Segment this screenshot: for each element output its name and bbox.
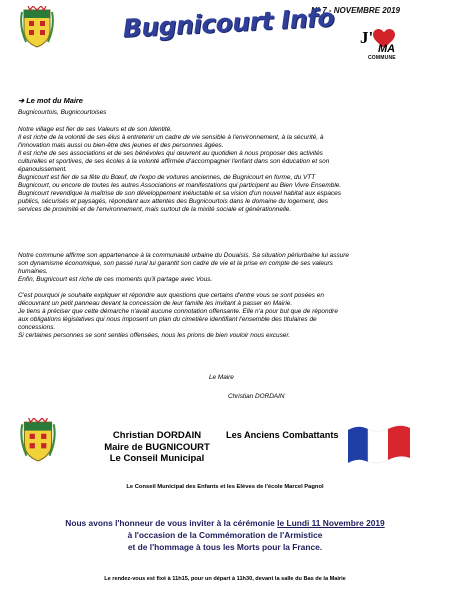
masthead-title: Bugnicourt Info	[122, 2, 335, 43]
love-commune-badge	[360, 28, 420, 62]
signature-name: Christian DORDAIN	[228, 393, 285, 400]
paragraph-identity: Notre village est fier de ses Valeurs et de son Identité. Il est riche de la volonté de ses élus à entretenir un cadre de vie sensible à l'environnement, à la sécurité, à l'innovation mais aussi ou bien-être des jeunes et des personnes âgées. Il est riche de ses associations et de ses bénévoles qui œuvrent au quotidien à nous proposer des activités culturelles et sportives, de ses écoles à la volonté affirmée d'accompagner l'enfant dans son éducation et son épanouissement. Bugnicourt est fier de sa fête du Bœuf, de l'expo de voitures anciennes, de Bugnicourt en forme, du VTT Bugnicourt, ou encore de toutes les autres Associations et manifestations qui participent au Bien Vivre Ensemble. Bugnicourt revendique la maîtrise de son développement inéluctable et sa vision d'un nouvel habitat aux espaces publics, sécurisés et paysagés, répondant aux attentes des Bugnicourtois dans le domaine du logement, des services de proximité et de l'environnement, mais surtout de la mixité sociale et générationnelle.	[18, 126, 342, 214]
badge-j: J'	[360, 28, 374, 47]
paragraph-cemetery: C'est pourquoi je souhaite expliquer et répondre aux questions que certains d'entre vous se sont posées en découvrant un petit panneau devant la concession de leur famille les invitant à passer en Mairie. Je tiens à préciser que cette démarche n'avait aucune connotation offensante. Elle n'a pour but que de répondre aux obligations législatives qui nous imposent un plan du cimetière identifiant l'ensemble des titulaires de concessions. Si certaines personnes se sont senties offensées, nous les prions de bien vouloir nous excuser.	[18, 292, 338, 340]
invitation-text: Nous avons l'honneur de vous inviter à la cérémonie le Lundi 11 Novembre 2019 à l'occasion de la Commémoration de l'Armistice et de l'hommage à tous les Morts pour la France.	[65, 518, 385, 553]
mayor-block: Christian DORDAIN Maire de BUGNICOURT Le Conseil Municipal	[104, 430, 210, 464]
veterans-label: Les Anciens Combattants	[226, 430, 339, 440]
badge-commune: COMMUNE	[368, 55, 396, 61]
badge-ma: MA	[378, 43, 396, 55]
children-council: Le Conseil Municipal des Enfants et les Elèves de l'école Marcel Pagnol	[126, 484, 324, 490]
paragraph-community: Notre commune affirme son appartenance à la communauté urbaine du Douaisis. Sa situation périurbaine lui assure son dynamisme économique, son passé rural lui garantit son cadre de vie et la prise en compte de ses valeurs humaines. Enfin, Bugnicourt est riche de ces moments qu'il partage avec Vous.	[18, 252, 350, 284]
arrow-icon: ➔	[18, 96, 25, 105]
french-flag-icon	[346, 420, 412, 466]
meeting-time: Le rendez-vous est fixé à 11h15, pour un départ à 11h30, devant la salle du Bas de la Mairie	[104, 576, 346, 582]
ceremony-date: le Lundi 11 Novembre 2019	[277, 518, 385, 528]
signature-role: Le Maire	[209, 374, 234, 381]
coat-of-arms-icon	[20, 418, 56, 462]
salutation: Bugnicourtois, Bugnicourtoises	[18, 109, 107, 116]
coat-of-arms-icon	[20, 6, 54, 48]
issue-number: N° 7 - NOVEMBRE 2019	[311, 6, 401, 15]
section-heading: ➔ Le mot du Maire	[18, 96, 83, 105]
